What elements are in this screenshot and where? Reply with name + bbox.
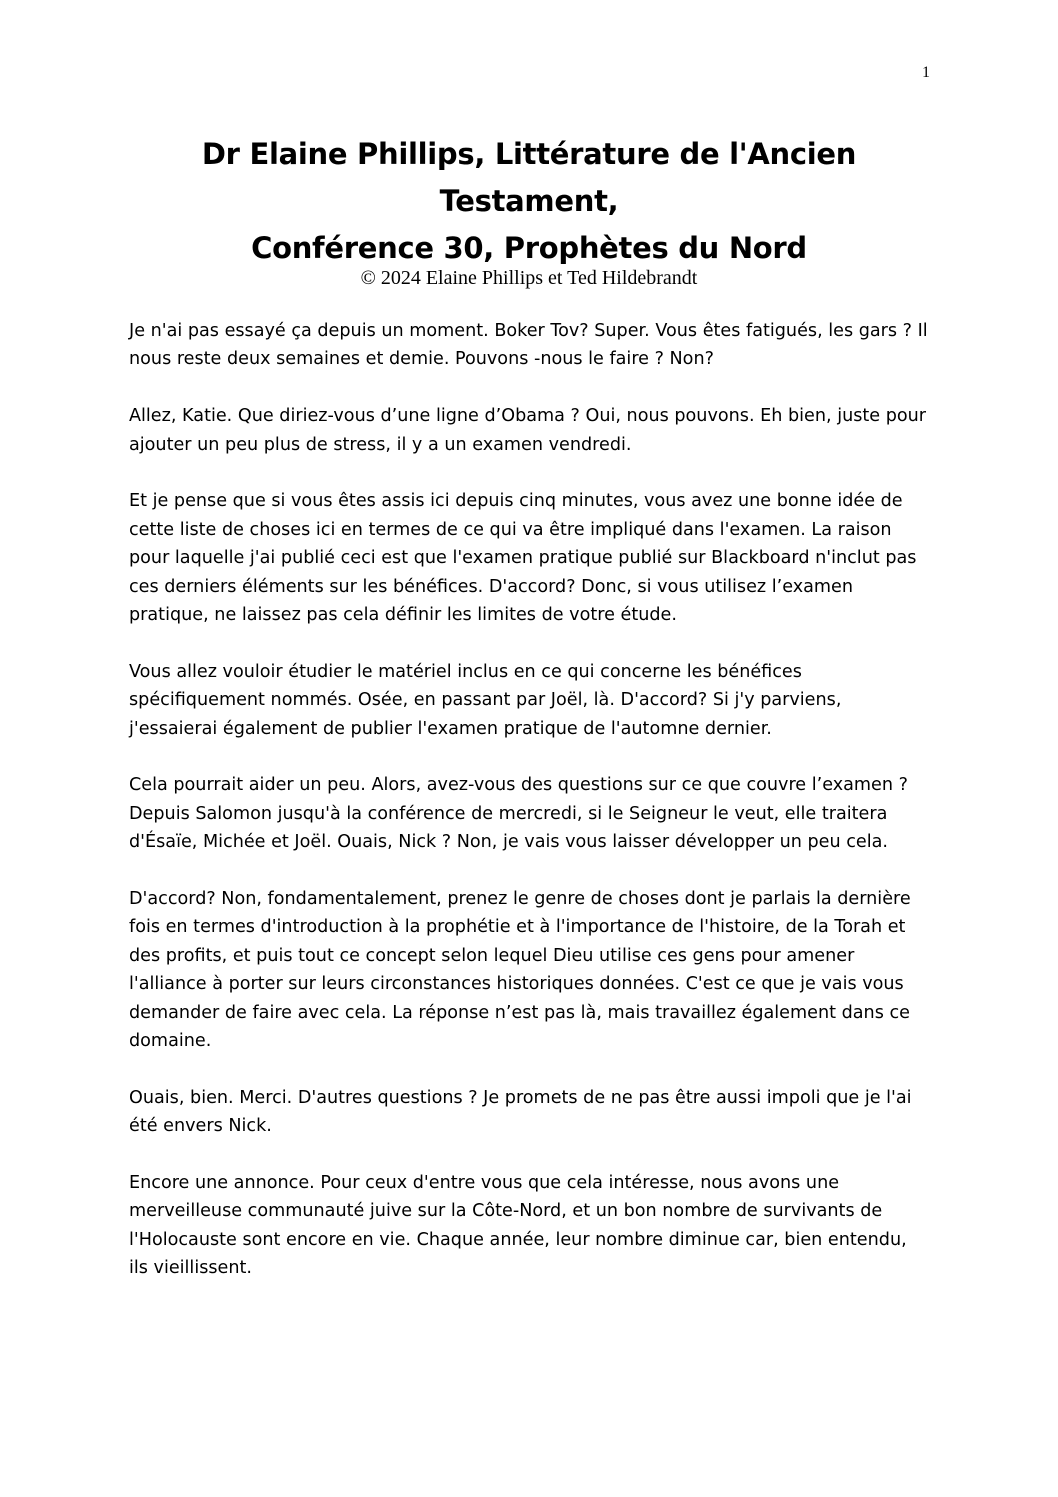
paragraph-6: D'accord? Non, fondamentalement, prenez le genre de choses dont je parlais la dernière fois en termes d'introduction à la prophétie et à l'importance de l'histoire, de la Torah et des profits, et puis tout ce concept selon lequel Dieu utilise ces gens pour amener l'alliance à porter sur leurs circonstances historiques données. C'est ce que je vais vous demander de faire avec cela. La réponse n’est pas là, mais travaillez également dans ce domaine. bbox=[129, 889, 911, 1052]
paragraph-5: Cela pourrait aider un peu. Alors, avez-vous des questions sur ce que couvre l’examen ? Depuis Salomon jusqu'à la conférence de mercredi, si le Seigneur le veut, elle traitera d'Ésaïe, Michée et Joël. Ouais, Nick ? Non, je vais vous laisser développer un peu cela. bbox=[129, 775, 908, 853]
title-line-1: Dr Elaine Phillips, Littérature de l'Ancien bbox=[201, 137, 857, 171]
paragraph-7: Ouais, bien. Merci. D'autres questions ? Je promets de ne pas être aussi impoli que je l'ai été envers Nick. bbox=[129, 1087, 912, 1137]
paragraph-4: Vous allez vouloir étudier le matériel inclus en ce qui concerne les bénéfices spécifiquement nommés. Osée, en passant par Joël, là. D'accord? Si j'y parviens, j'essaierai également de publier l'examen pratique de l'automne dernier. bbox=[129, 661, 842, 739]
paragraph-2: Allez, Katie. Que diriez-vous d’une ligne d’Obama ? Oui, nous pouvons. Eh bien, juste pour ajouter un peu plus de stress, il y a un examen vendredi. bbox=[129, 406, 927, 455]
paragraph-8: Encore une annonce. Pour ceux d'entre vous que cela intéresse, nous avons une merveilleuse communauté juive sur la Côte-Nord, et un bon nombre de survivants de l'Holocauste sont encore en vie. Chaque année, leur nombre diminue car, bien entendu, ils vieillissent. bbox=[129, 1173, 907, 1279]
page-number: 1 bbox=[922, 64, 930, 81]
paragraph-3: Et je pense que si vous êtes assis ici depuis cinq minutes, vous avez une bonne idée de cette liste de choses ici en termes de ce qui va être impliqué dans l'examen. La raison pour laquelle j'ai publié ceci est que l'examen pratique publié sur Blackboard n'inclut pas ces derniers éléments sur les bénéfices. D'accord? Donc, si vous utilisez l’examen pratique, ne laissez pas cela définir les limites de votre étude. bbox=[129, 491, 917, 626]
document-body bbox=[129, 317, 929, 1311]
title-line-3: Conférence 30, Prophètes du Nord bbox=[251, 231, 807, 265]
document-header bbox=[0, 131, 1058, 290]
copyright-notice: © 2024 Elaine Phillips et Ted Hildebrandt bbox=[360, 267, 698, 289]
title-line-2: Testament, bbox=[439, 184, 619, 218]
paragraph-1: Je n'ai pas essayé ça depuis un moment. Boker Tov? Super. Vous êtes fatigués, les gars ? Il nous reste deux semaines et demie. Pouvons -nous le faire ? Non? bbox=[129, 321, 928, 370]
